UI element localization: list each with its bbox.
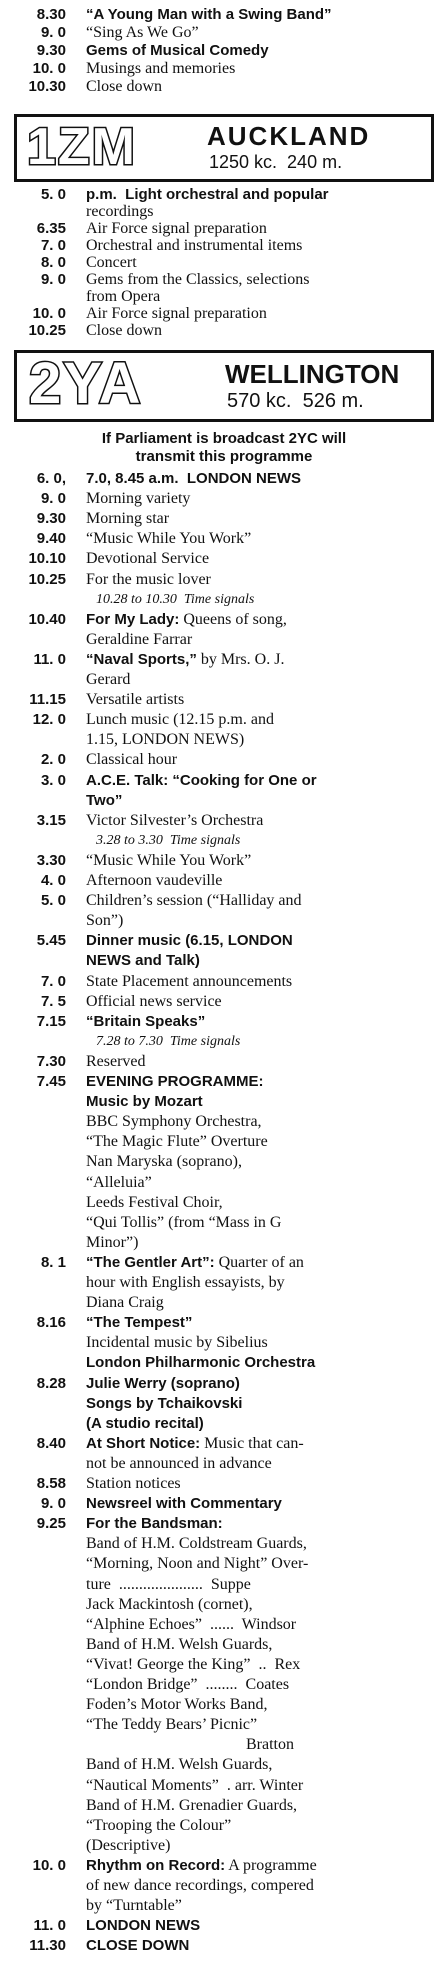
programme-text: Julie Werry (soprano) <box>86 1374 240 1392</box>
programme-time: 7.45 <box>36 1073 66 1090</box>
programme-text: hour with English essayists, by <box>86 1274 285 1291</box>
programme-text: Two” <box>86 791 123 809</box>
programme-time: 8.16 <box>36 1314 66 1332</box>
programme-lead: For My Lady: <box>86 610 180 628</box>
programme-text: CLOSE DOWN <box>86 1937 190 1955</box>
programme-time: 7. 0 <box>40 237 66 254</box>
programme-text: Devotional Service <box>86 550 210 568</box>
programme-text: “A Young Man with a Swing Band” <box>86 6 332 23</box>
programme-text: Son”) <box>86 912 124 930</box>
programme-time: 10.25 <box>28 322 66 339</box>
programme-time: 5. 0 <box>40 892 66 910</box>
programme-text: “Music While You Work” <box>86 851 252 869</box>
programme-time: 10.25 <box>28 570 66 588</box>
programme-text: by “Turntable” <box>86 1897 182 1915</box>
programme-time: 8. 0 <box>40 254 66 271</box>
programme-text: “Trooping the Colour” <box>86 1816 232 1834</box>
programme-text: “Naval Sports,” by Mrs. O. J. <box>86 650 285 668</box>
programme-text: Incidental music by Sibelius <box>86 1334 268 1352</box>
programme-text: Classical hour <box>86 751 178 769</box>
programme-text: Bratton <box>86 1736 294 1754</box>
programme-time: 9.25 <box>36 1515 66 1533</box>
programme-text: Leeds Festival Choir, <box>86 1193 223 1211</box>
programme-text: 3.28 to 3.30 Time signals <box>96 832 241 848</box>
programme-text: 7.28 to 7.30 Time signals <box>96 1033 241 1049</box>
programme-text: For My Lady: Queens of song, <box>86 610 287 628</box>
programme-text: Reserved <box>86 1052 146 1070</box>
programme-text: NEWS and Talk) <box>86 952 200 970</box>
programme-time: 6.35 <box>36 220 66 237</box>
programme-time: 5.45 <box>36 932 66 950</box>
programme-text: Afternoon vaudeville <box>86 872 223 889</box>
programme-text: Band of H.M. Coldstream Guards, <box>86 1535 307 1553</box>
programme-text: Official news service <box>86 992 222 1010</box>
programme-lead: At Short Notice: <box>86 1434 201 1452</box>
programme-text: “The Gentler Art”: Quarter of an <box>86 1253 304 1271</box>
programme-text: Close down <box>86 78 162 95</box>
programme-text: Station notices <box>86 1475 181 1492</box>
station-banner-2ya <box>14 350 434 422</box>
programme-time: 9. 0 <box>40 1495 66 1513</box>
station-city-1zm: AUCKLAND <box>207 121 371 151</box>
programme-text: Music by Mozart <box>86 1093 203 1111</box>
programme-text: “The Teddy Bears’ Picnic” <box>86 1716 258 1734</box>
parliament-note-line-2: transmit this programme <box>135 448 313 465</box>
programme-text: Orchestral and instrumental items <box>86 237 303 254</box>
programme-text: Air Force signal preparation <box>86 220 267 237</box>
programme-text: Morning star <box>86 510 170 528</box>
programme-text: Diana Craig <box>86 1294 164 1312</box>
programme-text: Air Force signal preparation <box>86 305 267 322</box>
programme-text: “The Tempest” <box>86 1314 193 1332</box>
programme-text: “Alphine Echoes” ...... Windsor <box>86 1615 297 1633</box>
programme-time: 3.15 <box>36 811 66 829</box>
programme-time: 8.28 <box>36 1374 66 1392</box>
programme-text: Songs by Tchaikovski <box>86 1394 243 1412</box>
station-frequency-1zm: 1250 kc. 240 m. <box>209 152 343 172</box>
programme-text: Concert <box>86 254 137 271</box>
programme-time: 11. 0 <box>33 650 66 668</box>
programme-text: Band of H.M. Grenadier Guards, <box>86 1796 298 1814</box>
programme-text: For the Bandsman: <box>86 1515 223 1533</box>
programme-text: A.C.E. Talk: “Cooking for One or <box>86 771 317 789</box>
programme-text: “Vivat! George the King” .. Rex <box>86 1655 301 1673</box>
programme-time: 8.30 <box>36 6 66 23</box>
programme-time: 9. 0 <box>40 24 66 41</box>
programme-time: 7.30 <box>36 1052 66 1070</box>
programme-text: Children’s session (“Halliday and <box>86 892 302 910</box>
programme-text: “London Bridge” ........ Coates <box>86 1676 290 1693</box>
programme-time: 3. 0 <box>40 771 66 789</box>
programme-time: 10.40 <box>28 610 66 628</box>
programme-time: 7. 0 <box>40 972 66 990</box>
programme-text: 10.28 to 10.30 Time signals <box>96 591 255 607</box>
programme-text: LONDON NEWS <box>86 1917 201 1935</box>
programme-text: For the music lover <box>86 570 211 588</box>
programme-text: Geraldine Farrar <box>86 630 193 648</box>
programme-text: Dinner music (6.15, LONDON <box>86 932 293 950</box>
programme-time: 12. 0 <box>32 711 66 729</box>
programme-time: 4. 0 <box>40 872 66 889</box>
programme-text: (A studio recital) <box>86 1414 204 1432</box>
programme-text: State Placement announcements <box>86 972 293 990</box>
programme-text: “Music While You Work” <box>86 530 252 548</box>
programme-text: ture ..................... Suppe <box>86 1575 251 1593</box>
programme-text: (Descriptive) <box>86 1836 171 1854</box>
station-logo-1zm: 1ZM <box>27 118 137 176</box>
programme-text: London Philharmonic Orchestra <box>86 1354 316 1372</box>
parliament-note-line-1: If Parliament is broadcast 2YC will <box>101 430 347 447</box>
programme-time: 10. 0 <box>32 60 66 77</box>
station-frequency-2ya: 570 kc. 526 m. <box>227 390 364 412</box>
programme-time: 2. 0 <box>40 751 66 769</box>
programme-text: “Britain Speaks” <box>86 1012 206 1030</box>
programme-text: “Sing As We Go” <box>86 24 199 41</box>
programme-time: 11.30 <box>29 1937 66 1955</box>
programme-time: 9. 0 <box>40 271 66 288</box>
programme-time: 7.15 <box>36 1012 66 1030</box>
programme-text: “Qui Tollis” (from “Mass in G <box>86 1213 282 1231</box>
programme-text: Victor Silvester’s Orchestra <box>86 811 264 829</box>
programme-text: “Nautical Moments” . arr. Winter <box>86 1776 304 1794</box>
programme-time: 5. 0 <box>40 186 66 203</box>
programme-text: Gerard <box>86 671 131 688</box>
programme-text: p.m. Light orchestral and popular <box>86 186 329 203</box>
programme-text: not be announced in advance <box>86 1454 272 1472</box>
programme-text: Newsreel with Commentary <box>86 1495 282 1513</box>
programme-text: Minor”) <box>86 1233 139 1251</box>
programme-text: from Opera <box>86 288 161 305</box>
station-banner-1zm <box>14 114 434 182</box>
programme-time: 10.30 <box>28 78 66 95</box>
programme-time: 7. 5 <box>40 992 66 1010</box>
programme-time: 10.10 <box>28 550 66 568</box>
programme-text: “The Magic Flute” Overture <box>86 1133 268 1151</box>
programme-time: 10. 0 <box>32 1856 66 1874</box>
programme-text: Gems of Musical Comedy <box>86 42 269 59</box>
programme-time: 9.40 <box>36 530 66 548</box>
programme-lead: Rhythm on Record: <box>86 1856 226 1874</box>
programme-time: 6. 0, <box>36 470 66 487</box>
programme-time: 11. 0 <box>33 1917 66 1935</box>
programme-lead: “Naval Sports,” <box>86 650 197 668</box>
programme-time: 8.40 <box>36 1434 66 1452</box>
programme-text: 1.15, LONDON NEWS) <box>86 731 245 749</box>
programme-time: 11.15 <box>29 691 66 709</box>
programme-time: 10. 0 <box>32 305 66 322</box>
programme-lead: “The Gentler Art”: <box>86 1253 215 1271</box>
programme-text: “Morning, Noon and Night” Over- <box>86 1555 309 1573</box>
programme-time: 8. 1 <box>40 1253 66 1271</box>
programme-text: Band of H.M. Welsh Guards, <box>86 1635 273 1653</box>
programme-text: EVENING PROGRAMME: <box>86 1073 264 1090</box>
programme-text: “Alleluia” <box>86 1173 152 1191</box>
programme-text: of new dance recordings, compered <box>86 1877 314 1894</box>
programme-time: 9. 0 <box>40 490 66 508</box>
programme-time: 8.58 <box>36 1475 66 1492</box>
programme-text: Jack Mackintosh (cornet), <box>86 1595 253 1613</box>
programme-text: Foden’s Motor Works Band, <box>86 1696 268 1714</box>
programme-time: 9.30 <box>36 510 66 528</box>
station-logo-2ya: 2YA <box>29 351 143 416</box>
programme-text: Gems from the Classics, selections <box>86 271 310 288</box>
programme-text: Nan Maryska (soprano), <box>86 1153 242 1171</box>
programme-text: Musings and memories <box>86 60 236 77</box>
programme-text: Band of H.M. Welsh Guards, <box>86 1756 273 1774</box>
programme-text: Rhythm on Record: A programme <box>86 1856 317 1874</box>
programme-text: At Short Notice: Music that can- <box>86 1434 304 1452</box>
station-city-2ya: WELLINGTON <box>225 359 400 389</box>
programme-text: Close down <box>86 322 162 339</box>
programme-text: recordings <box>86 203 154 220</box>
programme-text: Morning variety <box>86 490 191 508</box>
programme-text: Versatile artists <box>86 691 185 709</box>
programme-text: BBC Symphony Orchestra, <box>86 1113 262 1131</box>
programme-time: 9.30 <box>36 42 66 59</box>
programme-text: 7.0, 8.45 a.m. LONDON NEWS <box>86 470 302 487</box>
programme-text: Lunch music (12.15 p.m. and <box>86 711 274 729</box>
programme-time: 3.30 <box>36 851 66 869</box>
